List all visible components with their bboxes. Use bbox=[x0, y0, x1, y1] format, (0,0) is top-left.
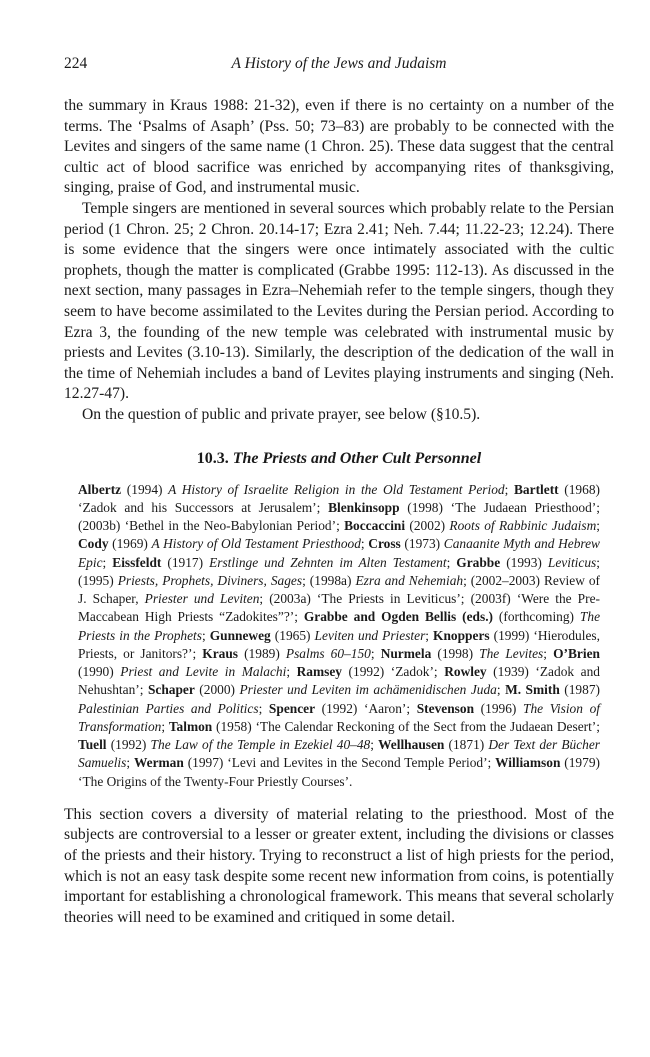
bibliography-author: Bartlett bbox=[514, 481, 559, 497]
bibliography-entry bbox=[169, 719, 600, 734]
bibliography-author: Nurmela bbox=[380, 645, 432, 661]
bibliography-text: (1999) ‘Hierodules, Priests, or Janitors?’; bbox=[78, 627, 600, 661]
bibliography-entry bbox=[344, 518, 600, 533]
bibliography-author: Stevenson bbox=[416, 700, 475, 716]
bibliography-work-title: Ezra and Nehemiah bbox=[355, 572, 464, 588]
bibliography-author: Gunneweg bbox=[209, 627, 271, 643]
bibliography-text: (1997) ‘Levi and Levites in the Second Temple Period’; bbox=[183, 755, 496, 771]
bibliography-work-title: Priester und Leviten im achämenidischen Juda bbox=[239, 682, 497, 698]
bibliography-work-title: Priests, Prophets, Diviners, Sages bbox=[117, 572, 303, 588]
bibliography-author: Grabbe bbox=[456, 554, 501, 570]
bibliography-work-title: The Law of the Temple in Ezekiel 40–48 bbox=[150, 737, 371, 752]
bibliography-author: Williamson bbox=[495, 755, 561, 771]
bibliography-work-title: Leviticus bbox=[547, 554, 597, 570]
bibliography-work-title: Erstlinge und Zehnten im Alten Testament bbox=[209, 554, 447, 570]
section-heading bbox=[64, 449, 614, 469]
bibliography-work-title: Canaanite Myth and Hebrew Epic bbox=[78, 536, 600, 570]
bibliography-work-title: The Levites bbox=[479, 645, 544, 661]
paragraph-continuation: the summary in Kraus 1988: 21-32), even if there is no certainty on a number of the terms. The ‘Psalms of Asaph’ (Pss. 50; 73–83) are probably to be connected with the Levites and singers of the same name (1 Chron. 25). These data suggest that the central cultic act of blood sacrifice was enriched by accompanying rites of thanksgiving, singing, praise of God, and instrumental music. bbox=[64, 97, 614, 197]
bibliography-text: ; (1998a) bbox=[302, 572, 356, 588]
bibliography-work-title: A History of Old Testament Priesthood bbox=[151, 536, 361, 552]
bibliography-text: (1969) bbox=[108, 536, 152, 552]
bibliography-author: Tuell bbox=[78, 737, 107, 752]
paragraph-section-intro: This section covers a diversity of material relating to the priesthood. Most of the subjects are controversial to a lesser or greater extent, including the divisions or classes of the priests and their history. Trying to reconstruct a list of high priests for the period, which is not an easy task despite some recent new information from coins, is potentially important for establishing a chronological framework. This means that several scholarly theories will need to be examined and critiqued in some detail. bbox=[64, 805, 614, 926]
bibliography-work-title: Der Text der Bücher Samuelis bbox=[78, 737, 600, 771]
bibliography-text: (1968) ‘Zadok and his Successors at Jerusalem’; bbox=[78, 481, 600, 515]
bibliography-text: (1939) ‘Zadok and Nehushtan’; bbox=[78, 664, 600, 698]
bibliography-text: (1979) ‘The Origins of the Twenty-Four Priestly Courses’. bbox=[78, 755, 600, 789]
bibliography-entry bbox=[202, 646, 380, 661]
bibliography-text: (1992) bbox=[106, 737, 151, 752]
bibliography-text: ; bbox=[201, 627, 210, 643]
bibliography-entry bbox=[148, 682, 505, 697]
bibliography-work-title: Leviten und Priester bbox=[314, 627, 426, 643]
bibliography-text: ; bbox=[596, 518, 600, 533]
bibliography-entry bbox=[78, 536, 368, 551]
bibliography-text: ; bbox=[370, 645, 381, 661]
bibliography-author: Kraus bbox=[202, 645, 238, 661]
bibliography-text: (1989) bbox=[238, 645, 286, 661]
bibliography-text: ; bbox=[504, 481, 514, 497]
bibliography-text: (forthcoming) bbox=[493, 609, 580, 625]
bibliography-entry bbox=[210, 628, 433, 643]
bibliography-text: (1973) bbox=[400, 536, 444, 552]
bibliography-text: (1987) bbox=[559, 682, 600, 698]
bibliography-text: ; bbox=[496, 682, 506, 698]
bibliography-text: ; bbox=[286, 664, 297, 679]
bibliography-text: (1965) bbox=[270, 627, 315, 643]
bibliography-text: (1993) bbox=[500, 554, 548, 570]
bibliography-text: (1992) ‘Zadok’; bbox=[341, 664, 445, 679]
paragraph-prayer: On the question of public and private prayer, see below (§10.5). bbox=[82, 405, 481, 423]
bibliography-work-title: Priester und Leviten bbox=[144, 591, 260, 606]
bibliography-entry bbox=[134, 755, 495, 770]
bibliography-text: (2000) bbox=[194, 682, 240, 698]
bibliography-text: (1996) bbox=[474, 700, 523, 716]
bibliography-entry bbox=[381, 646, 553, 661]
bibliography-text: ; bbox=[370, 737, 379, 752]
bibliography-text: ; bbox=[161, 718, 169, 734]
bibliography-author: Boccaccini bbox=[344, 518, 406, 533]
bibliography-entry bbox=[297, 664, 445, 679]
book-page bbox=[64, 50, 614, 928]
page-number: 224 bbox=[64, 55, 88, 72]
bibliography-work-title: Priest and Levite in Malachi bbox=[120, 664, 287, 679]
bibliography-text: (1917) bbox=[161, 554, 210, 570]
bibliography-author: Rowley bbox=[444, 664, 487, 679]
bibliography-work-title: Psalms 60–150 bbox=[285, 645, 371, 661]
bibliography-entry bbox=[78, 482, 514, 497]
bibliography-text: ; (2003a) ‘The Priests in Leviticus’; (2003f) ‘Were the Pre-Maccabean High Priests “Zadokites”?’; bbox=[78, 591, 600, 625]
bibliography-text: ; bbox=[425, 627, 434, 643]
bibliography-work-title: The Vision of Transformation bbox=[78, 700, 600, 734]
bibliography-author: Spencer bbox=[268, 700, 316, 716]
section-title: The Priests and Other Cult Personnel bbox=[232, 449, 482, 467]
bibliography-author: Ramsey bbox=[296, 664, 342, 679]
section-number: 10.3. bbox=[196, 449, 229, 467]
bibliography-text: ; bbox=[102, 554, 113, 570]
bibliography-author: Talmon bbox=[168, 718, 213, 734]
bibliography-entry bbox=[269, 701, 417, 716]
bibliography-text: (1992) ‘Aaron’; bbox=[315, 700, 417, 716]
bibliography-text: (1998) ‘The Judaean Priesthood’; (2003b) ‘Bethel in the Neo-Babylonian Period’; bbox=[78, 499, 600, 533]
bibliography-text: (1998) bbox=[431, 645, 480, 661]
running-title: A History of the Jews and Judaism bbox=[231, 55, 447, 72]
bibliography-work-title: The Priests in the Prophets bbox=[78, 609, 601, 643]
bibliography-text: (2002) bbox=[405, 518, 450, 533]
bibliography-author: Schaper bbox=[147, 682, 195, 698]
bibliography-author: Cross bbox=[368, 536, 401, 552]
bibliography-author: Grabbe and Ogden Bellis (eds.) bbox=[303, 609, 493, 625]
bibliography-work-title: Roots of Rabbinic Judaism bbox=[449, 518, 597, 533]
bibliography-work-title: A History of Israelite Religion in the Old Testament Period bbox=[168, 481, 505, 497]
bibliography-author: Wellhausen bbox=[378, 737, 445, 752]
body-text bbox=[64, 96, 614, 426]
bibliography-author: Werman bbox=[133, 755, 184, 771]
paragraph-temple-singers: Temple singers are mentioned in several sources which probably relate to the Persian period (1 Chron. 25; 2 Chron. 20.14-17; Ezra 2.41; Neh. 7.44; 11.22-23; 12.24). There is some evidence that the singers were once intimately associated with the cultic prophets, though the matter is complicated (Grabbe 1995: 112-13). As discussed in the next section, many passages in Ezra–Nehemiah refer to the temple singers, though they seem to have become assimilated to the Levites during the Persian period. According to Ezra 3, the founding of the new temple was celebrated with instrumental music by priests and Levites (3.10-13). Similarly, the description of the dedication of the wall in the time of Nehemiah includes a band of Levites playing instruments and singing (Neh. 12.27-47). bbox=[64, 199, 614, 403]
bibliography-author: O’Brien bbox=[553, 645, 600, 661]
bibliography-author: Knoppers bbox=[433, 627, 490, 643]
bibliography-text: (1994) bbox=[121, 481, 169, 497]
bibliography-text: ; bbox=[126, 755, 134, 771]
bibliography-text: ; bbox=[258, 700, 269, 716]
bibliography-text: ; bbox=[543, 645, 554, 661]
bibliography-text: ; bbox=[360, 536, 369, 552]
bibliography-text: (1990) bbox=[78, 664, 121, 679]
bibliography-text: ; bbox=[446, 554, 457, 570]
bibliography-author: Cody bbox=[78, 536, 109, 552]
bibliography-author: Albertz bbox=[78, 481, 122, 497]
running-header bbox=[64, 50, 614, 76]
bibliography-work-title: Palestinian Parties and Politics bbox=[78, 700, 259, 716]
bibliography-author: M. Smith bbox=[505, 682, 560, 698]
bibliography-author: Blenkinsopp bbox=[328, 499, 400, 515]
bibliography-text: (1871) bbox=[444, 737, 489, 752]
bibliography-entry bbox=[112, 555, 456, 570]
bibliography-text: ; (1995) bbox=[78, 554, 600, 588]
bibliography-block bbox=[78, 481, 600, 791]
bibliography-entry bbox=[78, 737, 378, 752]
bibliography-text: ; (2002–2003) Review of J. Schaper, bbox=[78, 572, 601, 606]
bibliography-author: Eissfeldt bbox=[112, 554, 162, 570]
bibliography-text: (1958) ‘The Calendar Reckoning of the Sect from the Judaean Desert’; bbox=[212, 718, 600, 734]
